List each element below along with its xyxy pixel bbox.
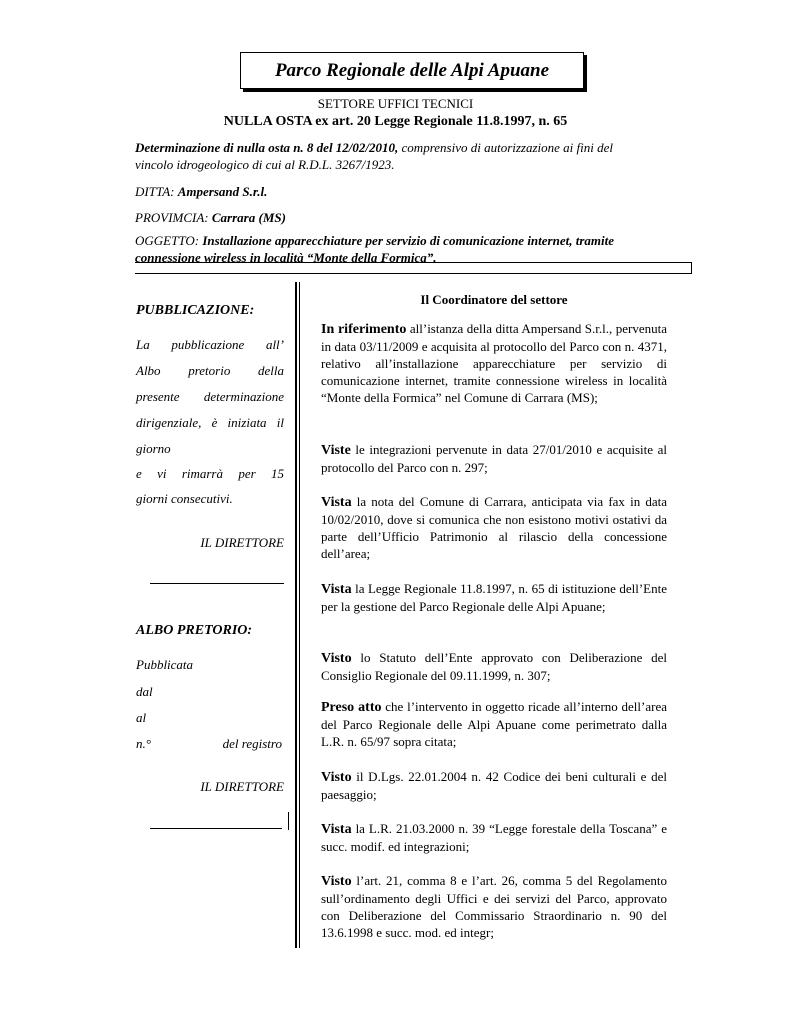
pubblicazione-heading: PUBBLICAZIONE: bbox=[136, 303, 255, 318]
paragraph-preso-atto bbox=[321, 698, 667, 750]
paragraph-lead: Preso atto bbox=[321, 700, 382, 715]
paragraph-lead: Visto bbox=[321, 770, 352, 785]
paragraph-lead: Vista bbox=[321, 822, 352, 837]
direttore-label-2: IL DIRETTORE bbox=[200, 779, 284, 794]
document-title: Parco Regionale delle Alpi Apuane bbox=[240, 52, 584, 89]
paragraph-text: lo Statuto dell’Ente approvato con Deliberazione del Consiglio Regionale del 09.11.1999, n. 307; bbox=[321, 650, 667, 683]
paragraph-riferimento bbox=[321, 320, 667, 406]
paragraph-viste bbox=[321, 441, 667, 476]
paragraph-vista-nota bbox=[321, 493, 667, 562]
column-divider bbox=[295, 282, 297, 948]
paragraph-vista-lr bbox=[321, 820, 667, 855]
al-label: al bbox=[136, 710, 147, 725]
paragraph-visto-art bbox=[321, 872, 667, 941]
albo-pretorio-heading: ALBO PRETORIO: bbox=[136, 623, 253, 638]
column-divider-inner bbox=[299, 282, 300, 948]
oggetto-line-2: connessione wireless in località “Monte della Formica”. bbox=[135, 250, 437, 265]
pub-line-7: giorni consecutivi. bbox=[136, 491, 233, 506]
signature-line-2 bbox=[150, 828, 282, 829]
ditta-value: Ampersand S.r.l. bbox=[177, 184, 268, 199]
ditta-label: DITTA: bbox=[135, 184, 175, 199]
pub-line-3: presente determinazione bbox=[136, 389, 284, 404]
pubblicata-label: Pubblicata bbox=[136, 657, 194, 672]
paragraph-text: l’art. 21, comma 8 e l’art. 26, comma 5 del Regolamento sull’ordinamento degli Uffici e dei servizi del Parco, approvato con Deliberazione del Commissario Straordinario n. 90 del 13.6.1998 e succ. mod. ed integr; bbox=[321, 873, 667, 940]
paragraph-text: il D.Lgs. 22.01.2004 n. 42 Codice dei beni culturali e del paesaggio; bbox=[321, 769, 667, 802]
paragraph-lead: Vista bbox=[321, 582, 352, 597]
paragraph-vista-legge bbox=[321, 580, 667, 615]
paragraph-text: le integrazioni pervenute in data 27/01/2010 e acquisite al protocollo del Parco con n. 297; bbox=[321, 442, 667, 475]
paragraph-lead: Viste bbox=[321, 443, 351, 458]
ditta-line bbox=[135, 183, 695, 200]
provincia-value: Carrara (MS) bbox=[211, 210, 286, 225]
nulla-osta-heading: NULLA OSTA ex art. 20 Legge Regionale 11.8.1997, n. 65 bbox=[223, 114, 568, 129]
paragraph-text: la Legge Regionale 11.8.1997, n. 65 di istituzione dell’Ente per la gestione del Parco Regionale delle Alpi Apuane; bbox=[321, 581, 667, 614]
sector-heading: SETTORE UFFICI TECNICI bbox=[317, 96, 474, 111]
paragraph-text: che l’intervento in oggetto ricade all’interno dell’area del Parco Regionale delle Alpi Apuane come perimetrato dalla L.R. n. 65/97 sopra citata; bbox=[321, 699, 667, 749]
paragraph-visto-statuto bbox=[321, 649, 667, 684]
oggetto-line-1 bbox=[135, 232, 695, 249]
registro-label: del registro bbox=[222, 736, 282, 751]
pub-line-4: dirigenziale, è iniziata il bbox=[136, 415, 284, 430]
paragraph-lead: In riferimento bbox=[321, 322, 407, 337]
pub-line-6: e vi rimarrà per 15 bbox=[136, 466, 284, 481]
signature-line-1 bbox=[150, 583, 284, 584]
paragraph-lead: Visto bbox=[321, 651, 352, 666]
provincia-label: PROVIMCIA: bbox=[135, 210, 209, 225]
dal-label: dal bbox=[136, 684, 153, 699]
determination-label: Determinazione di nulla osta n. 8 del 12/02/2010, bbox=[135, 140, 399, 155]
pub-line-2: Albo pretorio della bbox=[136, 363, 284, 378]
determination-text-1: comprensivo di autorizzazione ai fini del bbox=[401, 140, 614, 155]
header-separator bbox=[135, 262, 692, 274]
pub-line-5: giorno bbox=[136, 441, 171, 456]
provincia-line bbox=[135, 209, 695, 226]
oggetto-label: OGGETTO: bbox=[135, 233, 200, 248]
direttore-label-1: IL DIRETTORE bbox=[200, 535, 284, 550]
signature-tick bbox=[288, 812, 289, 830]
pub-line-1: La pubblicazione all’ bbox=[136, 337, 284, 352]
numero-label: n.° bbox=[136, 736, 151, 751]
determination-line-2: vincolo idrogeologico di cui al R.D.L. 3267/1923. bbox=[135, 157, 395, 172]
paragraph-lead: Vista bbox=[321, 495, 352, 510]
paragraph-text: all’istanza della ditta Ampersand S.r.l., pervenuta in data 03/11/2009 e acquisita al protocollo del Parco con n. 4371, relativo all’installazione apparecchiature per servizio di comunicazione internet, tramite connessione wireless in località “Monte della Formica” nel Comune di Carrara (MS); bbox=[321, 321, 667, 405]
paragraph-text: la L.R. 21.03.2000 n. 39 “Legge forestale della Toscana” e succ. modif. ed integrazioni; bbox=[321, 821, 667, 854]
oggetto-text-1: Installazione apparecchiature per servizio di comunicazione internet, tramite bbox=[202, 233, 614, 248]
paragraph-lead: Visto bbox=[321, 874, 352, 889]
determination-line-1 bbox=[135, 139, 695, 156]
paragraph-visto-dlgs bbox=[321, 768, 667, 803]
coordinator-heading: Il Coordinatore del settore bbox=[420, 292, 568, 307]
paragraph-text: la nota del Comune di Carrara, anticipata via fax in data 10/02/2010, dove si comunica che non esistono motivi ostativi da parte dell’Ufficio Patrimonio al rilascio della concessione dell’area; bbox=[321, 494, 667, 561]
